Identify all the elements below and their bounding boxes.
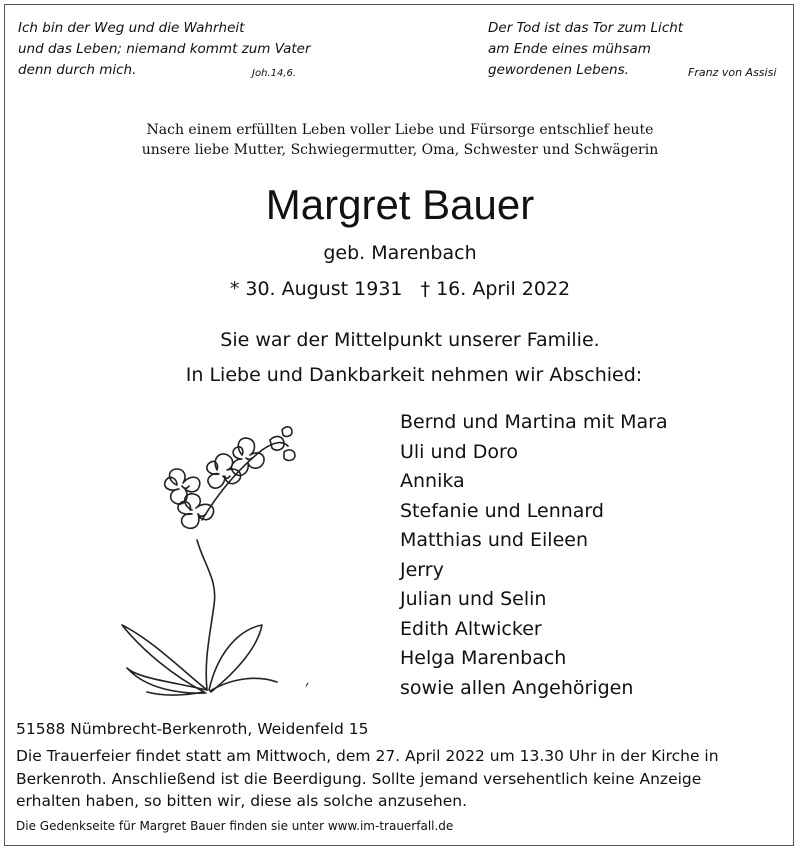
farewell-statement: In Liebe und Dankbarkeit nehmen wir Abschied: bbox=[185, 364, 643, 386]
assisi-quote bbox=[488, 18, 788, 81]
intro-text bbox=[0, 120, 800, 160]
deceased-name: Margret Bauer bbox=[265, 181, 535, 228]
quote-line: gewordenen Lebens. bbox=[488, 62, 629, 78]
life-dates bbox=[0, 276, 800, 302]
mourner: Annika bbox=[400, 470, 465, 492]
maiden-name: geb. Marenbach bbox=[323, 242, 477, 264]
mourner: Uli und Doro bbox=[400, 440, 518, 463]
mourner: Matthias und Eileen bbox=[400, 529, 589, 551]
family-address: 51588 Nümbrecht-Berkenroth, Weidenfeld 15 bbox=[16, 720, 369, 738]
death-date: † 16. April 2022 bbox=[420, 278, 571, 300]
quote-line: Der Tod ist das Tor zum Licht bbox=[488, 20, 684, 36]
ceremony-details bbox=[16, 745, 791, 813]
ceremony-line: Berkenroth. Anschließend ist die Beerdigung. Sollte jemand versehentlich keine Anzeige bbox=[16, 769, 702, 788]
ceremony-line: erhalten haben, so bitten wir, diese als solche anzusehen. bbox=[16, 792, 467, 810]
mourner: Helga Marenbach bbox=[400, 647, 567, 669]
quote-source: Franz von Assisi bbox=[688, 66, 777, 79]
ceremony-line: Die Trauerfeier findet statt am Mittwoch, dem 27. April 2022 um 13.30 Uhr in der Kirche in bbox=[16, 747, 719, 765]
family-statement: Sie war der Mittelpunkt unserer Familie. bbox=[220, 329, 600, 351]
quote-line: denn durch mich. bbox=[18, 62, 137, 78]
intro-line: Nach einem erfüllten Leben voller Liebe und Fürsorge entschlief heute bbox=[146, 122, 654, 138]
quote-line: und das Leben; niemand kommt zum Vater bbox=[18, 41, 311, 57]
intro-line: unsere liebe Mutter, Schwiegermutter, Oma, Schwester und Schwägerin bbox=[141, 142, 659, 158]
mourner: Jerry bbox=[400, 558, 444, 581]
mourner: Stefanie und Lennard bbox=[400, 499, 604, 522]
quote-line: am Ende eines mühsam bbox=[488, 41, 651, 57]
orchid-illustration bbox=[92, 400, 317, 700]
quote-source: Joh.14,6. bbox=[252, 68, 297, 79]
mourner: sowie allen Angehörigen bbox=[400, 676, 634, 699]
memorial-page-note: Die Gedenkseite für Margret Bauer finden sie unter www.im-trauerfall.de bbox=[16, 819, 454, 833]
mourner: Julian und Selin bbox=[400, 588, 547, 610]
bible-quote bbox=[18, 18, 318, 81]
birth-date: * 30. August 1931 bbox=[229, 278, 403, 300]
mourner: Edith Altwicker bbox=[400, 617, 542, 640]
mourner: Bernd und Martina mit Mara bbox=[400, 411, 668, 433]
quote-line: Ich bin der Weg und die Wahrheit bbox=[18, 20, 245, 36]
mourners-list bbox=[400, 408, 668, 703]
